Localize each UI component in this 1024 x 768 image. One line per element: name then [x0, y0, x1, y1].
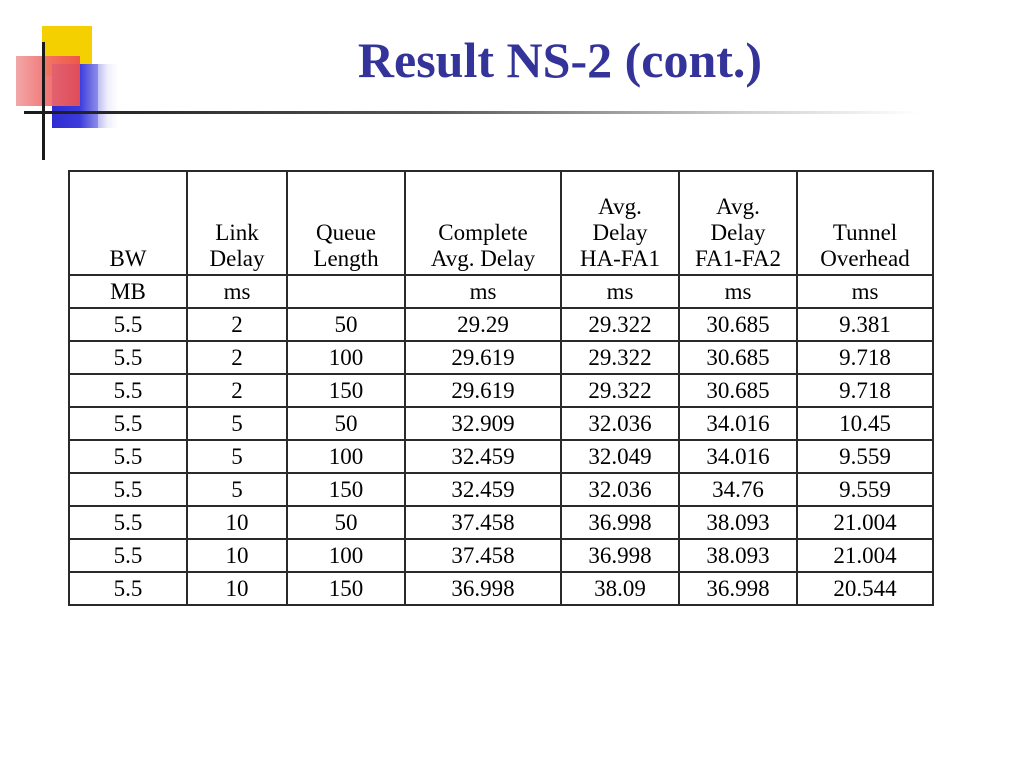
table-cell: 29.619 [405, 341, 561, 374]
header-line: Delay [710, 220, 766, 245]
header-line: Queue [315, 220, 377, 245]
table-cell: 150 [287, 374, 405, 407]
unit-cell [287, 275, 405, 308]
table-row [69, 539, 933, 572]
header-line: Avg. [716, 194, 760, 219]
table-row [69, 572, 933, 605]
table-cell: 29.322 [561, 341, 679, 374]
header-line: Avg. Delay [430, 246, 536, 271]
table-cell: 37.458 [405, 506, 561, 539]
table-cell: 9.718 [797, 341, 933, 374]
logo-blue-glow [92, 64, 118, 128]
table-cell: 34.016 [679, 440, 797, 473]
table-cell: 32.909 [405, 407, 561, 440]
table-cell: 50 [287, 308, 405, 341]
table-cell: 29.322 [561, 308, 679, 341]
table-cell: 30.685 [679, 374, 797, 407]
table-cell: 29.29 [405, 308, 561, 341]
header-avg-delay-fa1-fa2 [679, 171, 797, 275]
table-cell: 21.004 [797, 506, 933, 539]
table-cell: 37.458 [405, 539, 561, 572]
header-row [69, 171, 933, 275]
table-cell: 150 [287, 473, 405, 506]
table-row [69, 374, 933, 407]
unit-cell: ms [405, 275, 561, 308]
table-cell: 36.998 [405, 572, 561, 605]
table-cell: 38.093 [679, 506, 797, 539]
table-row [69, 473, 933, 506]
header-line: Delay [209, 246, 265, 271]
title-underline [24, 111, 920, 114]
table-cell: 38.09 [561, 572, 679, 605]
table-cell: 9.718 [797, 374, 933, 407]
unit-cell: ms [679, 275, 797, 308]
header-line: HA-FA1 [579, 246, 661, 271]
table-cell: 30.685 [679, 341, 797, 374]
table-cell: 32.036 [561, 407, 679, 440]
table-cell: 50 [287, 407, 405, 440]
header-line: Overhead [820, 246, 910, 271]
table-cell: 5.5 [69, 440, 187, 473]
header-avg-delay-ha-fa1 [561, 171, 679, 275]
table-cell: 10 [187, 539, 287, 572]
results-table [68, 170, 934, 606]
table-cell: 5.5 [69, 473, 187, 506]
table-cell: 38.093 [679, 539, 797, 572]
table-cell: 50 [287, 506, 405, 539]
table-cell: 5 [187, 440, 287, 473]
table-cell: 21.004 [797, 539, 933, 572]
header-line: Delay [592, 220, 648, 245]
table-cell: 36.998 [679, 572, 797, 605]
header-line: BW [109, 246, 147, 271]
table-cell: 2 [187, 374, 287, 407]
table-cell: 9.559 [797, 440, 933, 473]
table-cell: 5.5 [69, 308, 187, 341]
table-cell: 5 [187, 407, 287, 440]
header-bw [69, 171, 187, 275]
header-line: Avg. [598, 194, 642, 219]
table-cell: 10.45 [797, 407, 933, 440]
unit-cell: ms [187, 275, 287, 308]
table-cell: 5.5 [69, 374, 187, 407]
logo-red-square [16, 56, 80, 106]
table-cell: 5.5 [69, 506, 187, 539]
header-complete-avg-delay [405, 171, 561, 275]
header-line: Length [313, 246, 379, 271]
header-line: Tunnel [832, 220, 898, 245]
table-cell: 36.998 [561, 506, 679, 539]
header-tunnel-overhead [797, 171, 933, 275]
table-cell: 20.544 [797, 572, 933, 605]
decorative-vertical-line [42, 42, 45, 160]
table-cell: 5.5 [69, 572, 187, 605]
table-row [69, 341, 933, 374]
table-cell: 5.5 [69, 539, 187, 572]
table-cell: 100 [287, 440, 405, 473]
slide-title: Result NS-2 (cont.) [357, 32, 763, 88]
table-cell: 5 [187, 473, 287, 506]
header-queue-length [287, 171, 405, 275]
table-row [69, 506, 933, 539]
table-cell: 2 [187, 308, 287, 341]
header-line: Complete [438, 220, 528, 245]
table-cell: 5.5 [69, 407, 187, 440]
table-cell: 34.016 [679, 407, 797, 440]
table-row [69, 308, 933, 341]
table-cell: 150 [287, 572, 405, 605]
table-cell: 29.322 [561, 374, 679, 407]
header-line: Link [215, 220, 259, 245]
table-row [69, 440, 933, 473]
table-cell: 9.381 [797, 308, 933, 341]
table-row [69, 407, 933, 440]
unit-cell: MB [69, 275, 187, 308]
header-line: FA1-FA2 [694, 246, 782, 271]
table-cell: 36.998 [561, 539, 679, 572]
header-link-delay [187, 171, 287, 275]
unit-cell: ms [561, 275, 679, 308]
table-cell: 10 [187, 506, 287, 539]
table-cell: 100 [287, 341, 405, 374]
units-row [69, 275, 933, 308]
table-cell: 34.76 [679, 473, 797, 506]
table-cell: 10 [187, 572, 287, 605]
table-cell: 5.5 [69, 341, 187, 374]
table-cell: 100 [287, 539, 405, 572]
table-cell: 2 [187, 341, 287, 374]
table-cell: 32.459 [405, 440, 561, 473]
table-cell: 32.459 [405, 473, 561, 506]
table-cell: 29.619 [405, 374, 561, 407]
table-cell: 32.036 [561, 473, 679, 506]
table-cell: 32.049 [561, 440, 679, 473]
table-cell: 30.685 [679, 308, 797, 341]
table-cell: 9.559 [797, 473, 933, 506]
unit-cell: ms [797, 275, 933, 308]
